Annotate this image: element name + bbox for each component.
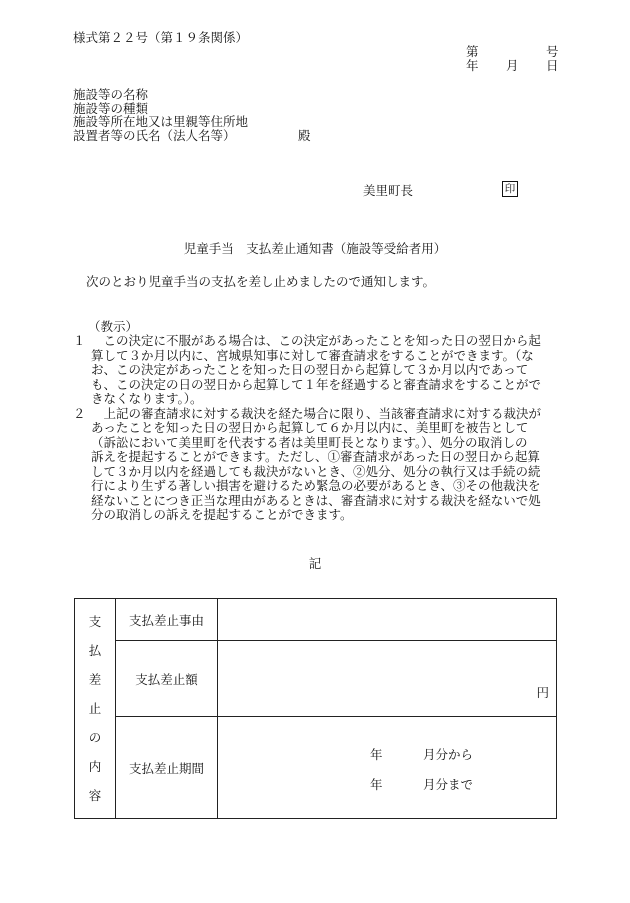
instruction-line: も、この決定の日の翌日から起算して１年を経過すると審査請求をすることがで [91, 376, 542, 392]
sender-mayor: 美里町長 [363, 183, 414, 198]
instruction-line: 行により生ずる著しい損害を避けるため緊急の必要があるとき、③その他裁決を [91, 478, 541, 493]
facility-name-label: 施設等の名称 [73, 87, 149, 102]
period-value-cell [218, 717, 557, 819]
period-to-year: 年 [370, 777, 383, 792]
instruction-item-number: ２ [73, 405, 86, 421]
instruction-line: あったことを知った日の翌日から起算して６か月以内に、美里町を被告として [91, 420, 529, 435]
instruction-line: して３か月以内を経過しても裁決がないとき、②処分、処分の執行又は手続の続 [91, 463, 541, 479]
instruction-heading: （教示） [88, 319, 139, 334]
intro-text: 次のとおり児童手当の支払を差し止めましたので通知します。 [86, 274, 436, 289]
period-to-month: 月分まで [423, 777, 474, 792]
period-from-year: 年 [370, 747, 383, 762]
side-label-cell [75, 599, 116, 819]
period-from-month: 月分から [423, 747, 474, 762]
facility-type-label: 施設等の種類 [73, 100, 149, 116]
instruction-line: 経ないことにつき正当な理由があるときは、審査請求に対する裁決を経ないで処 [91, 492, 541, 508]
operator-name-label: 設置者等の氏名（法人名等） 殿 [73, 127, 311, 143]
date-year: 年 [466, 58, 479, 73]
side-label-char: の [88, 730, 102, 745]
period-label-cell: 支払差止期間 [116, 717, 218, 819]
amount-label-cell: 支払差止額 [116, 641, 218, 717]
instruction-line: きなくなります。）。 [91, 391, 203, 406]
amount-unit: 円 [536, 685, 549, 700]
instruction-line: 分の取消しの訴えを提起することができます。 [91, 507, 353, 522]
instruction-line: お、この決定があったことを知った日の翌日から起算して３か月以内であって [91, 362, 529, 377]
side-label-char: 支 [88, 614, 102, 629]
facility-address-label: 施設等所在地又は里親等住所地 [73, 114, 249, 129]
suspension-details-table [74, 598, 557, 819]
side-label-char: 容 [88, 788, 102, 803]
side-label-char: 止 [88, 701, 102, 716]
instruction-item-1 [73, 334, 563, 407]
number-prefix: 第 [466, 44, 479, 59]
form-number: 様式第２２号（第１９条関係） [73, 30, 249, 45]
honorific: 殿 [298, 127, 311, 143]
recipient-block [73, 87, 311, 143]
seal-mark: 印 [502, 181, 518, 197]
instruction-body [73, 334, 563, 523]
side-label-char: 払 [88, 643, 102, 658]
side-label-char: 差 [88, 672, 102, 687]
instruction-line: 訴えを提起することができます。ただし、①審査請求があった日の翌日から起算 [91, 449, 540, 464]
date-day: 日 [546, 58, 559, 73]
instruction-line: この決定に不服がある場合は、この決定があったことを知った日の翌日から起 [91, 333, 541, 348]
instruction-line: 上記の審査請求に対する裁決を経た場合に限り、当該審査請求に対する裁決が [91, 405, 542, 421]
instruction-item-number: １ [73, 333, 86, 348]
side-label-char: 内 [88, 759, 102, 774]
document-title: 児童手当 支払差止通知書（施設等受給者用） [183, 241, 447, 256]
reason-label-cell: 支払差止事由 [116, 599, 218, 641]
instruction-line: 算して３か月以内に、宮城県知事に対して審査請求をすることができます。（な [91, 347, 534, 363]
amount-value-cell [218, 641, 557, 717]
instruction-item-2 [73, 407, 563, 523]
reason-value-cell [218, 599, 557, 641]
number-suffix: 号 [546, 44, 559, 59]
instruction-line: （訴訟において美里町を代表する者は美里町長となります。）、処分の取消しの [91, 434, 528, 450]
date-month: 月 [506, 58, 519, 73]
ki-heading: 記 [308, 556, 322, 571]
